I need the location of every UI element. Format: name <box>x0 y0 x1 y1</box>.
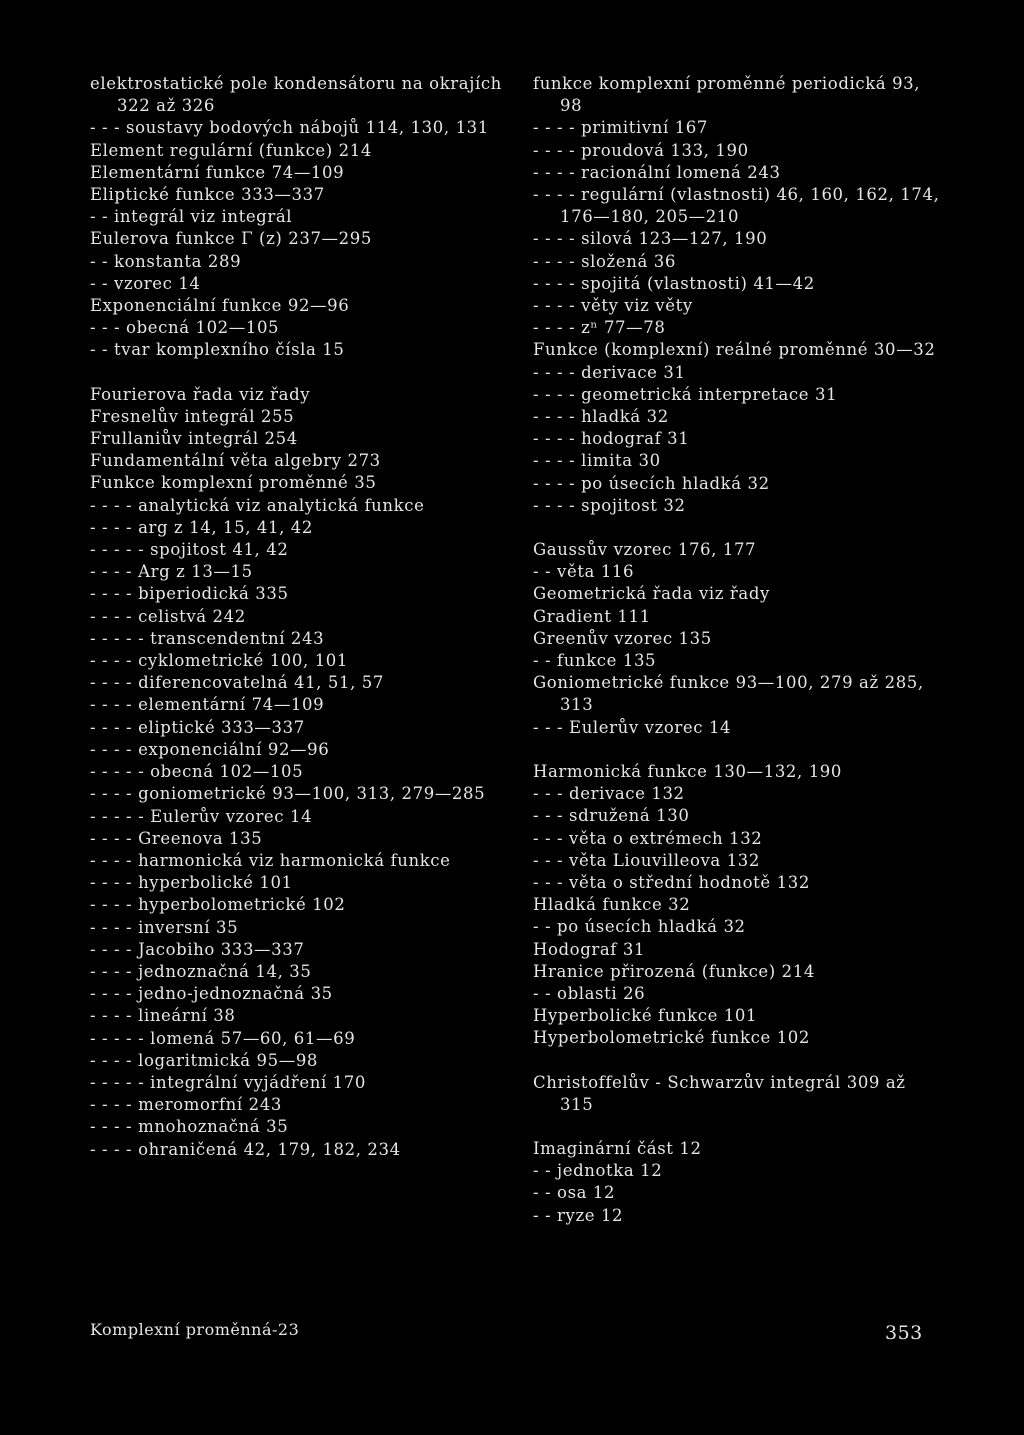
index-entry: Gradient 111 <box>533 606 651 626</box>
index-entry: - - - věta o střední hodnotě 132 <box>533 872 810 892</box>
index-entry: - - - - elementární 74—109 <box>90 695 325 715</box>
index-entry: - - oblasti 26 <box>533 983 646 1003</box>
index-entry: - - tvar komplexního čísla 15 <box>90 340 345 360</box>
index-entry: Elementární funkce 74—109 <box>90 162 345 182</box>
index-entry: Exponenciální funkce 92—96 <box>90 296 350 316</box>
index-entry: - - - - mnohoznačná 35 <box>90 1117 289 1137</box>
index-entry: - - - - Greenova 135 <box>90 828 263 848</box>
index-entry: Christoffelův - Schwarzův integrál 309 až 315 <box>533 1072 906 1114</box>
section-gap <box>533 739 943 761</box>
section-gap <box>90 362 502 384</box>
index-entry: - - - - hodograf 31 <box>533 429 690 449</box>
index-entry: Gaussův vzorec 176, 177 <box>533 540 757 560</box>
index-entry: - - - - goniometrické 93—100, 313, 279—285 <box>90 784 486 804</box>
index-entry: Imaginární část 12 <box>533 1138 702 1158</box>
index-entry: - - - - biperiodická 335 <box>90 584 289 604</box>
index-entry: - - - - - lomená 57—60, 61—69 <box>90 1028 356 1048</box>
page-number: 353 <box>885 1322 923 1344</box>
index-entry: Goniometrické funkce 93—100, 279 až 285, 313 <box>533 673 924 715</box>
index-entry: - - - - lineární 38 <box>90 1006 236 1026</box>
index-entry: Hodograf 31 <box>533 939 646 959</box>
index-entry: - - konstanta 289 <box>90 251 242 271</box>
index-entry: elektrostatické pole kondensátoru na okrajích 322 až 326 <box>90 74 502 116</box>
section-gap <box>533 1050 943 1072</box>
index-entry: - - - - regulární (vlastnosti) 46, 160, 162, 174, 176—180, 205—210 <box>533 185 940 227</box>
index-entry: - - - - po úsecích hladká 32 <box>533 473 770 493</box>
index-entry: Greenův vzorec 135 <box>533 628 712 648</box>
section-gap <box>533 1116 943 1138</box>
index-entry: Geometrická řada viz řady <box>533 584 770 604</box>
index-entry: Eliptické funkce 333—337 <box>90 185 325 205</box>
index-entry: Hyperbolické funkce 101 <box>533 1006 758 1026</box>
footer-signature: Komplexní proměnná-23 <box>90 1320 300 1339</box>
index-entry: - - - - hyperbolické 101 <box>90 873 293 893</box>
index-entry: - - - - derivace 31 <box>533 362 686 382</box>
index-entry: - - - - geometrická interpretace 31 <box>533 384 838 404</box>
index-entry: - - funkce 135 <box>533 651 657 671</box>
index-entry: - - - - arg z 14, 15, 41, 42 <box>90 517 314 537</box>
index-entry: - - - - limita 30 <box>533 451 661 471</box>
index-entry: - - - - ohraničená 42, 179, 182, 234 <box>90 1139 401 1159</box>
index-entry: - - - - proudová 133, 190 <box>533 140 749 160</box>
index-entry: - - - - eliptické 333—337 <box>90 717 305 737</box>
index-entry: - - věta 116 <box>533 562 635 582</box>
index-entry: Harmonická funkce 130—132, 190 <box>533 761 842 781</box>
index-entry: Fundamentální věta algebry 273 <box>90 451 381 471</box>
index-entry: - - integrál viz integrál <box>90 207 293 227</box>
index-entry: - - - soustavy bodových nábojů 114, 130, 131 <box>90 118 489 138</box>
index-entry: - - - obecná 102—105 <box>90 318 280 338</box>
index-entry: Fourierova řada viz řady <box>90 384 311 404</box>
index-entry: Eulerova funkce Γ (z) 237—295 <box>90 229 372 249</box>
index-entry: - - - Eulerův vzorec 14 <box>533 717 732 737</box>
index-entry: - - - - exponenciální 92—96 <box>90 739 330 759</box>
index-entry: - - - věta Liouvilleova 132 <box>533 850 761 870</box>
index-entry: Element regulární (funkce) 214 <box>90 140 372 160</box>
index-entry: - - - - jednoznačná 14, 35 <box>90 961 312 981</box>
index-entry: Frullaniův integrál 254 <box>90 429 298 449</box>
index-entry: Funkce komplexní proměnné 35 <box>90 473 377 493</box>
index-entry: - - - - silová 123—127, 190 <box>533 229 768 249</box>
index-entry: - - - - spojitost 32 <box>533 495 686 515</box>
index-entry: - - - - racionální lomená 243 <box>533 162 781 182</box>
index-entry: - - osa 12 <box>533 1183 616 1203</box>
section-gap <box>533 517 943 539</box>
index-entry: - - - - logaritmická 95—98 <box>90 1050 319 1070</box>
index-entry: - - - - - integrální vyjádření 170 <box>90 1072 366 1092</box>
index-entry: - - - - primitivní 167 <box>533 118 709 138</box>
index-entry: - - - - cyklometrické 100, 101 <box>90 651 348 671</box>
index-entry: Fresnelův integrál 255 <box>90 406 295 426</box>
index-entry: - - - - - Eulerův vzorec 14 <box>90 806 313 826</box>
index-entry: - - - - analytická viz analytická funkce <box>90 495 425 515</box>
index-entry: Hyperbolometrické funkce 102 <box>533 1028 810 1048</box>
index-entry: - - - - celistvá 242 <box>90 606 246 626</box>
index-entry: - - ryze 12 <box>533 1205 624 1225</box>
index-entry: - - - - harmonická viz harmonická funkce <box>90 850 451 870</box>
index-entry: - - - - diferencovatelná 41, 51, 57 <box>90 673 384 693</box>
index-entry: - - - - - spojitost 41, 42 <box>90 540 289 560</box>
index-entry: - - - - meromorfní 243 <box>90 1095 282 1115</box>
index-column-right <box>533 73 943 1227</box>
index-entry: - - - - inversní 35 <box>90 917 239 937</box>
index-entry: - - - - složená 36 <box>533 251 676 271</box>
index-entry: - - jednotka 12 <box>533 1161 663 1181</box>
index-column-left <box>90 73 502 1161</box>
index-entry: - - - derivace 132 <box>533 784 685 804</box>
index-entry: - - - - jedno-jednoznačná 35 <box>90 984 333 1004</box>
index-entry: - - - - hladká 32 <box>533 407 669 427</box>
index-entry: - - vzorec 14 <box>90 273 201 293</box>
index-entry: - - - - hyperbolometrické 102 <box>90 895 346 915</box>
index-entry: - - - - spojitá (vlastnosti) 41—42 <box>533 273 815 293</box>
index-entry: - - - - - obecná 102—105 <box>90 762 304 782</box>
index-entry: - - - - - transcendentní 243 <box>90 628 325 648</box>
index-entry: - - - - Arg z 13—15 <box>90 562 253 582</box>
index-entry: - - po úsecích hladká 32 <box>533 917 746 937</box>
index-entry: - - - - zⁿ 77—78 <box>533 318 666 338</box>
index-entry: Hladká funkce 32 <box>533 895 691 915</box>
index-entry: - - - věta o extrémech 132 <box>533 828 763 848</box>
index-entry: - - - sdružená 130 <box>533 806 690 826</box>
index-entry: - - - - Jacobiho 333—337 <box>90 939 305 959</box>
index-entry: Funkce (komplexní) reálné proměnné 30—32 <box>533 340 936 360</box>
index-entry: Hranice přirozená (funkce) 214 <box>533 961 815 981</box>
index-entry: - - - - věty viz věty <box>533 296 693 316</box>
index-entry: funkce komplexní proměnné periodická 93, 98 <box>533 74 921 116</box>
